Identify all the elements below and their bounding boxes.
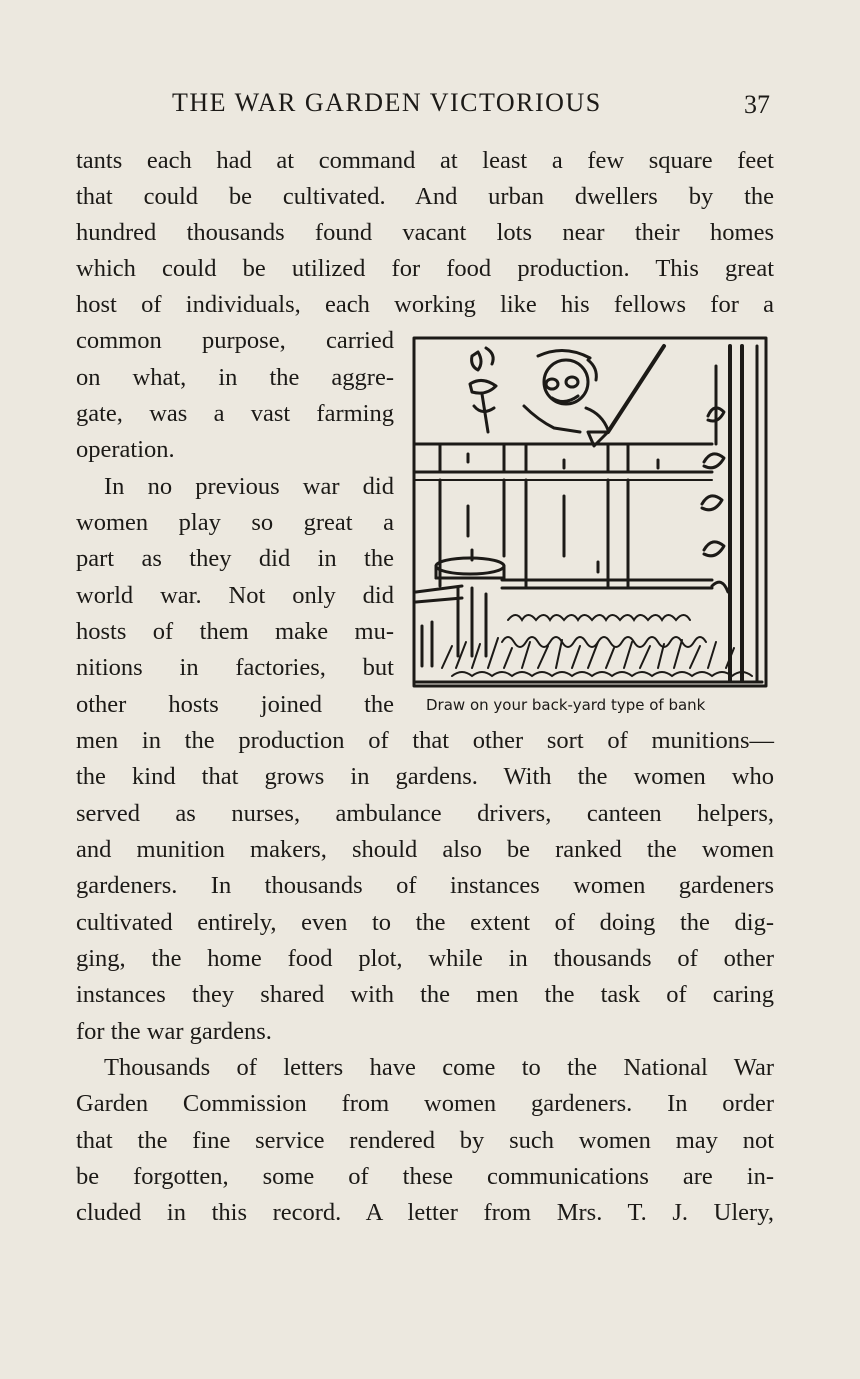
running-head: THE WAR GARDEN VICTORIOUS bbox=[172, 88, 602, 117]
text-line: ging, the home food plot, while in thousands of other bbox=[76, 945, 774, 972]
text-line: gardeners. In thousands of instances women gardeners bbox=[76, 872, 774, 899]
text-line: cluded in this record. A letter from Mrs. T. J. Ulery, bbox=[76, 1199, 774, 1226]
text-line: Thousands of letters have come to the National War bbox=[104, 1054, 774, 1081]
figure-caption: Draw on your back-yard type of bank bbox=[426, 696, 706, 714]
text-line: world war. Not only did bbox=[76, 582, 394, 609]
text-line: nitions in factories, but bbox=[76, 654, 394, 681]
text-line: men in the production of that other sort of munitions— bbox=[76, 727, 774, 754]
text-line: women play so great a bbox=[76, 509, 394, 536]
text-line: operation. bbox=[76, 436, 175, 463]
text-line: and munition makers, should also be ranked the women bbox=[76, 836, 774, 863]
text-line: be forgotten, some of these communications are in- bbox=[76, 1163, 774, 1190]
page-header bbox=[0, 86, 860, 126]
text-line: the kind that grows in gardens. With the women who bbox=[76, 763, 774, 790]
text-line: part as they did in the bbox=[76, 545, 394, 572]
page-number: 37 bbox=[744, 90, 770, 119]
text-line: In no previous war did bbox=[104, 473, 394, 500]
text-line: that the fine service rendered by such women may not bbox=[76, 1127, 774, 1154]
cartoon-drawing bbox=[412, 336, 768, 688]
text-line: Garden Commission from women gardeners. In order bbox=[76, 1090, 774, 1117]
text-line: cultivated entirely, even to the extent of doing the dig- bbox=[76, 909, 774, 936]
text-line: served as nurses, ambulance drivers, canteen helpers, bbox=[76, 800, 774, 827]
text-line: common purpose, carried bbox=[76, 327, 394, 354]
text-line: gate, was a vast farming bbox=[76, 400, 394, 427]
text-line: tants each had at command at least a few square feet bbox=[76, 147, 774, 174]
text-line: hosts of them make mu- bbox=[76, 618, 394, 645]
text-line: instances they shared with the men the task of caring bbox=[76, 981, 774, 1008]
text-line: for the war gardens. bbox=[76, 1018, 272, 1045]
text-line: host of individuals, each working like his fellows for a bbox=[76, 291, 774, 318]
text-line: which could be utilized for food production. This great bbox=[76, 255, 774, 282]
illustration-backyard-bank bbox=[412, 336, 768, 688]
text-line: that could be cultivated. And urban dwellers by the bbox=[76, 183, 774, 210]
text-line: other hosts joined the bbox=[76, 691, 394, 718]
text-line: on what, in the aggre- bbox=[76, 364, 394, 391]
text-line: hundred thousands found vacant lots near their homes bbox=[76, 219, 774, 246]
